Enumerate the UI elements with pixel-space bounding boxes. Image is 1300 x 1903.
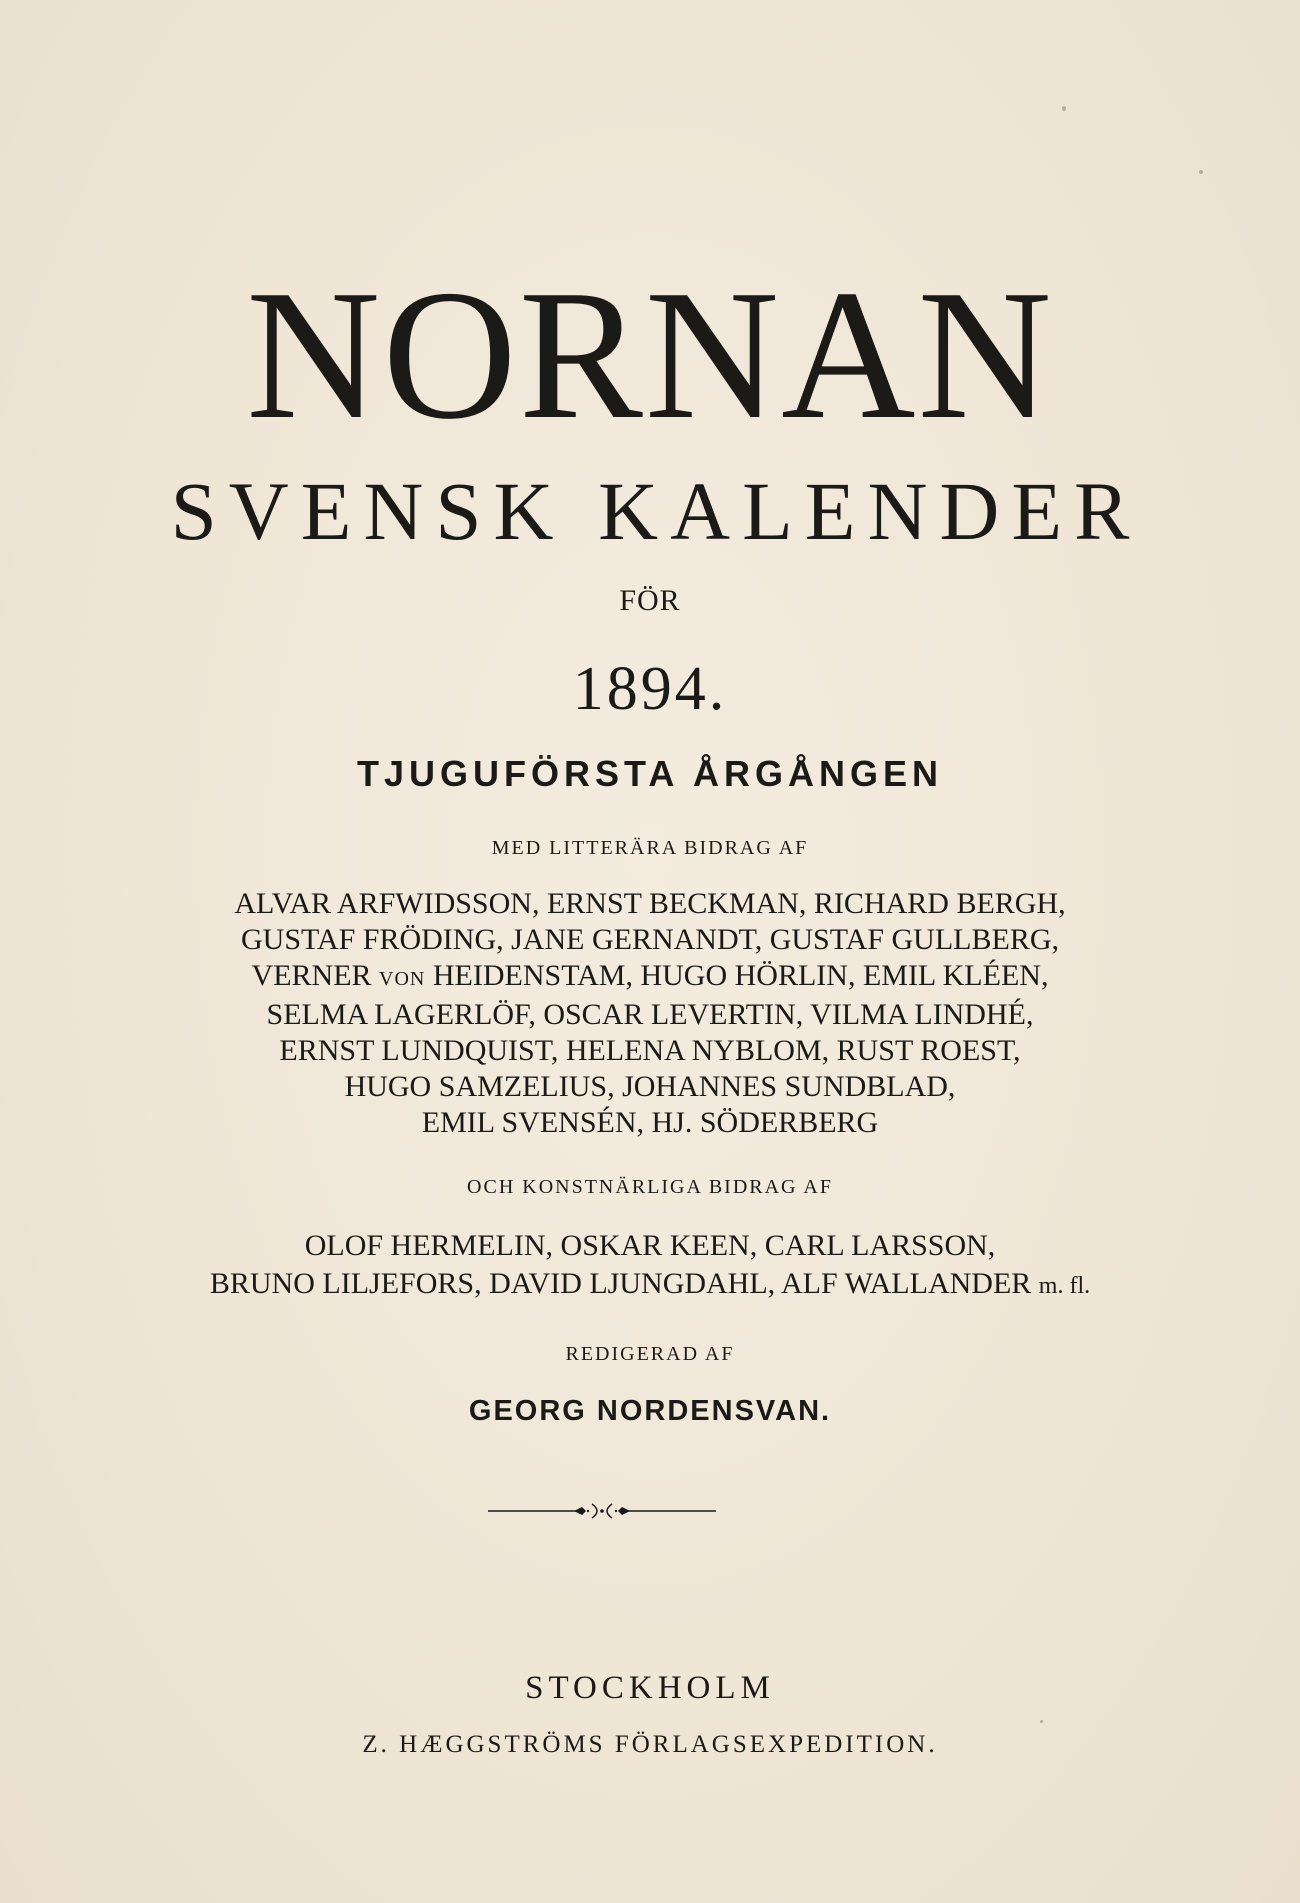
authors-line-1: ALVAR ARFWIDSSON, ERNST BECKMAN, RICHARD BERGH, [234,887,1066,920]
authors-line-3-pre: VERNER [251,959,380,992]
authors-line-2: GUSTAF FRÖDING, JANE GERNANDT, GUSTAF GULLBERG, [241,923,1059,956]
artists-list [0,1227,1300,1305]
main-title: NORNAN [246,252,1054,458]
authors-line-6: HUGO SAMZELIUS, JOHANNES SUNDBLAD, [344,1070,956,1103]
paper-speck [1199,170,1203,174]
authors-line-7: EMIL SVENSÉN, HJ. SÖDERBERG [421,1106,879,1139]
literary-contributions-label: MED LITTERÄRA BIDRAG AF [491,837,809,859]
for-word: FÖR [619,584,681,617]
city: STOCKHOLM [525,1670,775,1706]
edition-line: TJUGUFÖRSTA ÅRGÅNGEN [357,753,943,794]
authors-line-4: SELMA LAGERLÖF, OSCAR LEVERTIN, VILMA LINDHÉ, [266,998,1034,1031]
subtitle: SVENSK KALENDER [170,465,1142,557]
paper-speck [1040,1720,1043,1723]
authors-line-3-von: VON [379,968,426,990]
editor-name: GEORG NORDENSVAN. [468,1395,832,1427]
authors-line-3 [0,958,1300,997]
authors-line-3-post: HEIDENSTAM, HUGO HÖRLIN, EMIL KLÉEN, [425,959,1049,992]
paper-speck [1062,106,1066,111]
authors-list [0,886,1300,1141]
artists-line-2-main: BRUNO LILJEFORS, DAVID LJUNGDAHL, ALF WALLANDER [209,1267,1039,1300]
year: 1894. [572,655,728,723]
authors-line-5: ERNST LUNDQUIST, HELENA NYBLOM, RUST ROEST, [279,1034,1021,1067]
editor-label: REDIGERAD AF [565,1343,735,1365]
artistic-contributions-label: OCH KONSTNÄRLIGA BIDRAG AF [467,1176,833,1198]
artists-line-2-suffix: m. fl. [1038,1273,1091,1299]
divider-ornament-icon [488,1500,716,1522]
artists-line-1: OLOF HERMELIN, OSKAR KEEN, CARL LARSSON, [304,1229,996,1262]
artists-line-2 [0,1265,1300,1305]
publisher: Z. HÆGGSTRÖMS FÖRLAGSEXPEDITION. [362,1731,938,1758]
